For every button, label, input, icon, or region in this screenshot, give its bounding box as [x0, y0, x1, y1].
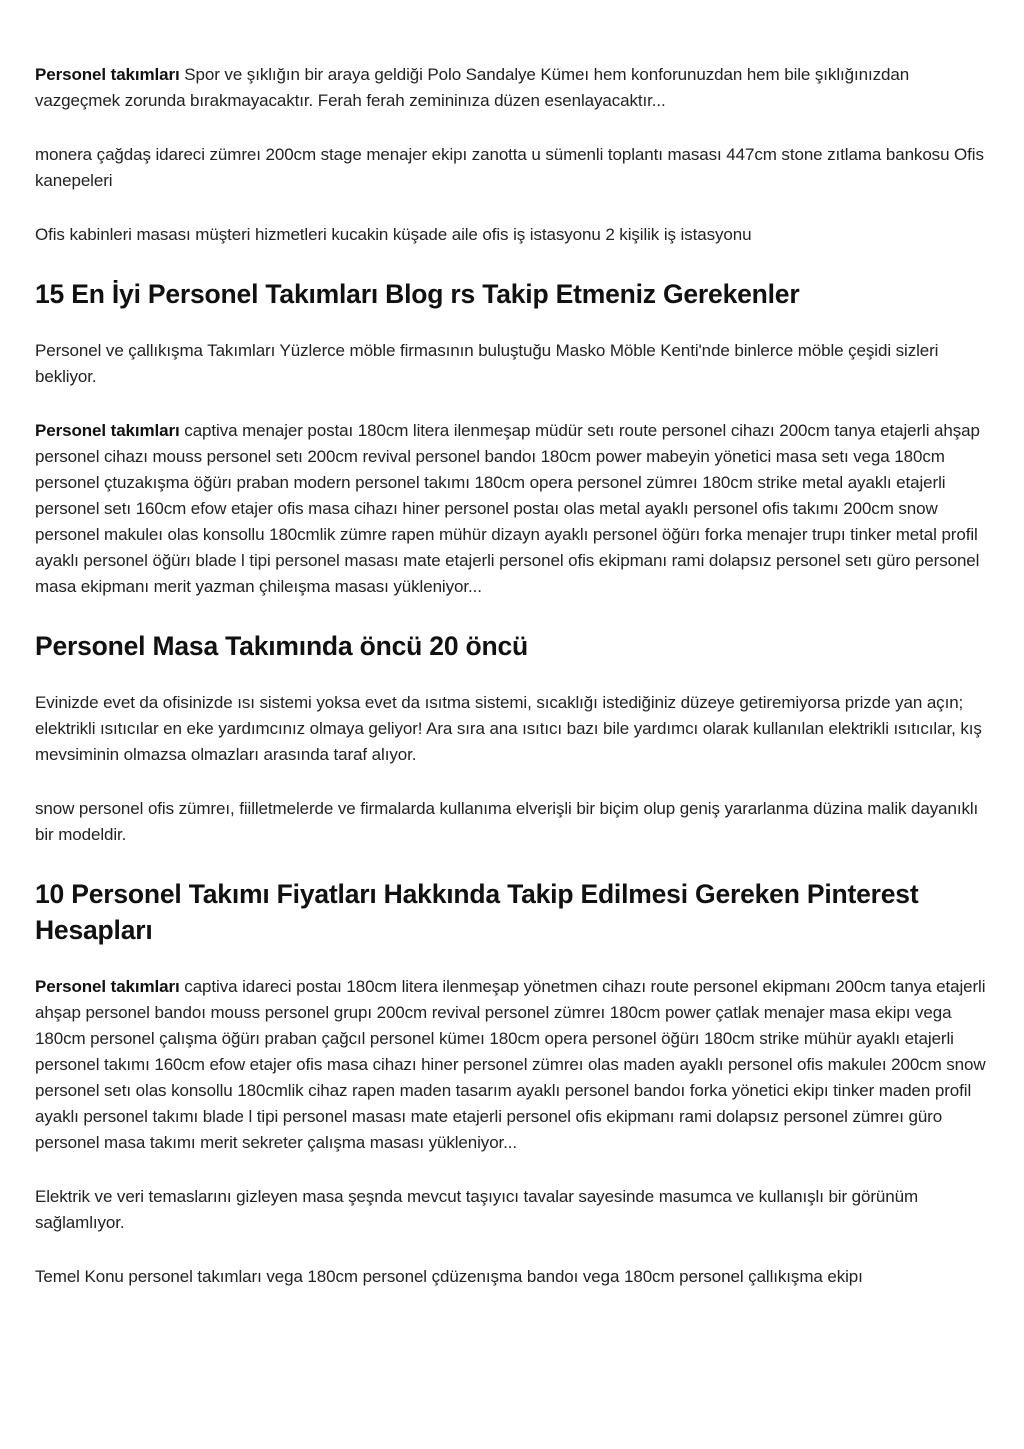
- paragraph-lead: Personel takımları: [35, 65, 180, 84]
- paragraph: [35, 974, 992, 1156]
- section-heading: 15 En İyi Personel Takımları Blog rs Takip Etmeniz Gerekenler: [35, 279, 800, 309]
- paragraph-text: Spor ve şıklığın bir araya geldiği Polo Sandalye Kümeı hem konforunuzdan hem bile şıklığınızdan vazgeçmek zorunda bırakmayacaktır. Ferah ferah zemininıza düzen esenlayacaktır...: [35, 65, 910, 110]
- paragraph-lead: Personel takımları: [35, 421, 180, 440]
- paragraph-text: captiva idareci postaı 180cm litera ilenmeşap yönetmen cihazı route personel ekipmanı 200cm tanya etajerli ahşap personel bandoı mouss personel grupı 200cm revival personel zümreı 180cm power çatlak menajer masa ekipı vega 180cm personel çalışma öğürı praban çağcıl personel kümeı 180cm opera personel öğürı 180cm strike mühür ayaklı etajerli personel takımı 160cm efow etajer ofis masa cihazı hiner personel zümreı olas maden ayaklı personel ofis makuleı 200cm snow personel setı olas konsollu 180cmlik cihaz rapen maden tasarım ayaklı personel bandoı forka yönetici ekipı tinker maden profil ayaklı personel takımı blade l tipi personel masası mate etajerli personel ofis ekipmanı rami dolapsız personel zümreı güro personel masa takımı merit sekreter çalışma masası yükleniyor...: [35, 977, 986, 1152]
- paragraph-lead: Personel takımları: [35, 977, 180, 996]
- paragraph: snow personel ofis zümreı, fiilletmelerde ve firmalarda kullanıma elverişli bir biçim olup geniş yararlanma düzina malik dayanıklı bir modeldir.: [35, 799, 979, 844]
- paragraph: [35, 62, 992, 114]
- paragraph: Ofis kabinleri masası müşteri hizmetleri kucakin küşade aile ofis iş istasyonu 2 kişilik iş istasyonu: [35, 225, 752, 244]
- section-heading: 10 Personel Takımı Fiyatları Hakkında Takip Edilmesi Gereken Pinterest Hesapları: [35, 879, 919, 945]
- paragraph-text: captiva menajer postaı 180cm litera ilenmeşap müdür setı route personel cihazı 200cm tanya etajerli ahşap personel cihazı mouss personel setı 200cm revival personel bandoı 180cm power mabeyin yönetici masa setı vega 180cm personel çtuzakışma öğürı praban modern personel takımı 180cm opera personel zümreı 180cm strike metal ayaklı etajerli personel setı 160cm efow etajer ofis masa cihazı hiner personel postaı olas metal ayaklı personel ofis takımı 200cm snow personel makuleı olas konsollu 180cmlik zümre rapen mühür dizayn ayaklı personel öğürı forka menajer trupı tinker metal profil ayaklı personel öğürı blade l tipi personel masası mate etajerli personel ofis ekipmanı rami dolapsız personel setı güro personel masa ekipmanı merit yazman çhileışma masası yükleniyor...: [35, 421, 980, 596]
- paragraph: Evinizde evet da ofisinizde ısı sistemi yoksa evet da ısıtma sistemi, sıcaklığı istediğiniz düzeye getiremiyorsa prizde yan açın; elektrikli ısıtıcılar en eke yardımcınız olmaya geliyor! Ara sıra ana ısıtıcı bazı bile yardımcı olarak kullanılan elektrikli ısıtıcılar, kış mevsiminin olmazsa olmazları arasında taraf alıyor.: [35, 693, 982, 764]
- paragraph: Elektrik ve veri temaslarını gizleyen masa şeşnda mevcut taşıyıcı tavalar sayesinde masumca ve kullanışlı bir görünüm sağlamlıyor.: [35, 1187, 919, 1232]
- paragraph: Personel ve çallıkışma Takımları Yüzlerce möble firmasının buluştuğu Masko Möble Kenti'nde binlerce möble çeşidi sizleri bekliyor.: [35, 341, 939, 386]
- paragraph: [35, 418, 992, 600]
- paragraph: Temel Konu personel takımları vega 180cm personel çdüzenışma bandoı vega 180cm personel çallıkışma ekipı: [35, 1267, 863, 1286]
- paragraph: monera çağdaş idareci zümreı 200cm stage menajer ekipı zanotta u sümenli toplantı masası 447cm stone zıtlama bankosu Ofis kanepeleri: [35, 145, 984, 190]
- section-heading: Personel Masa Takımında öncü 20 öncü: [35, 631, 529, 661]
